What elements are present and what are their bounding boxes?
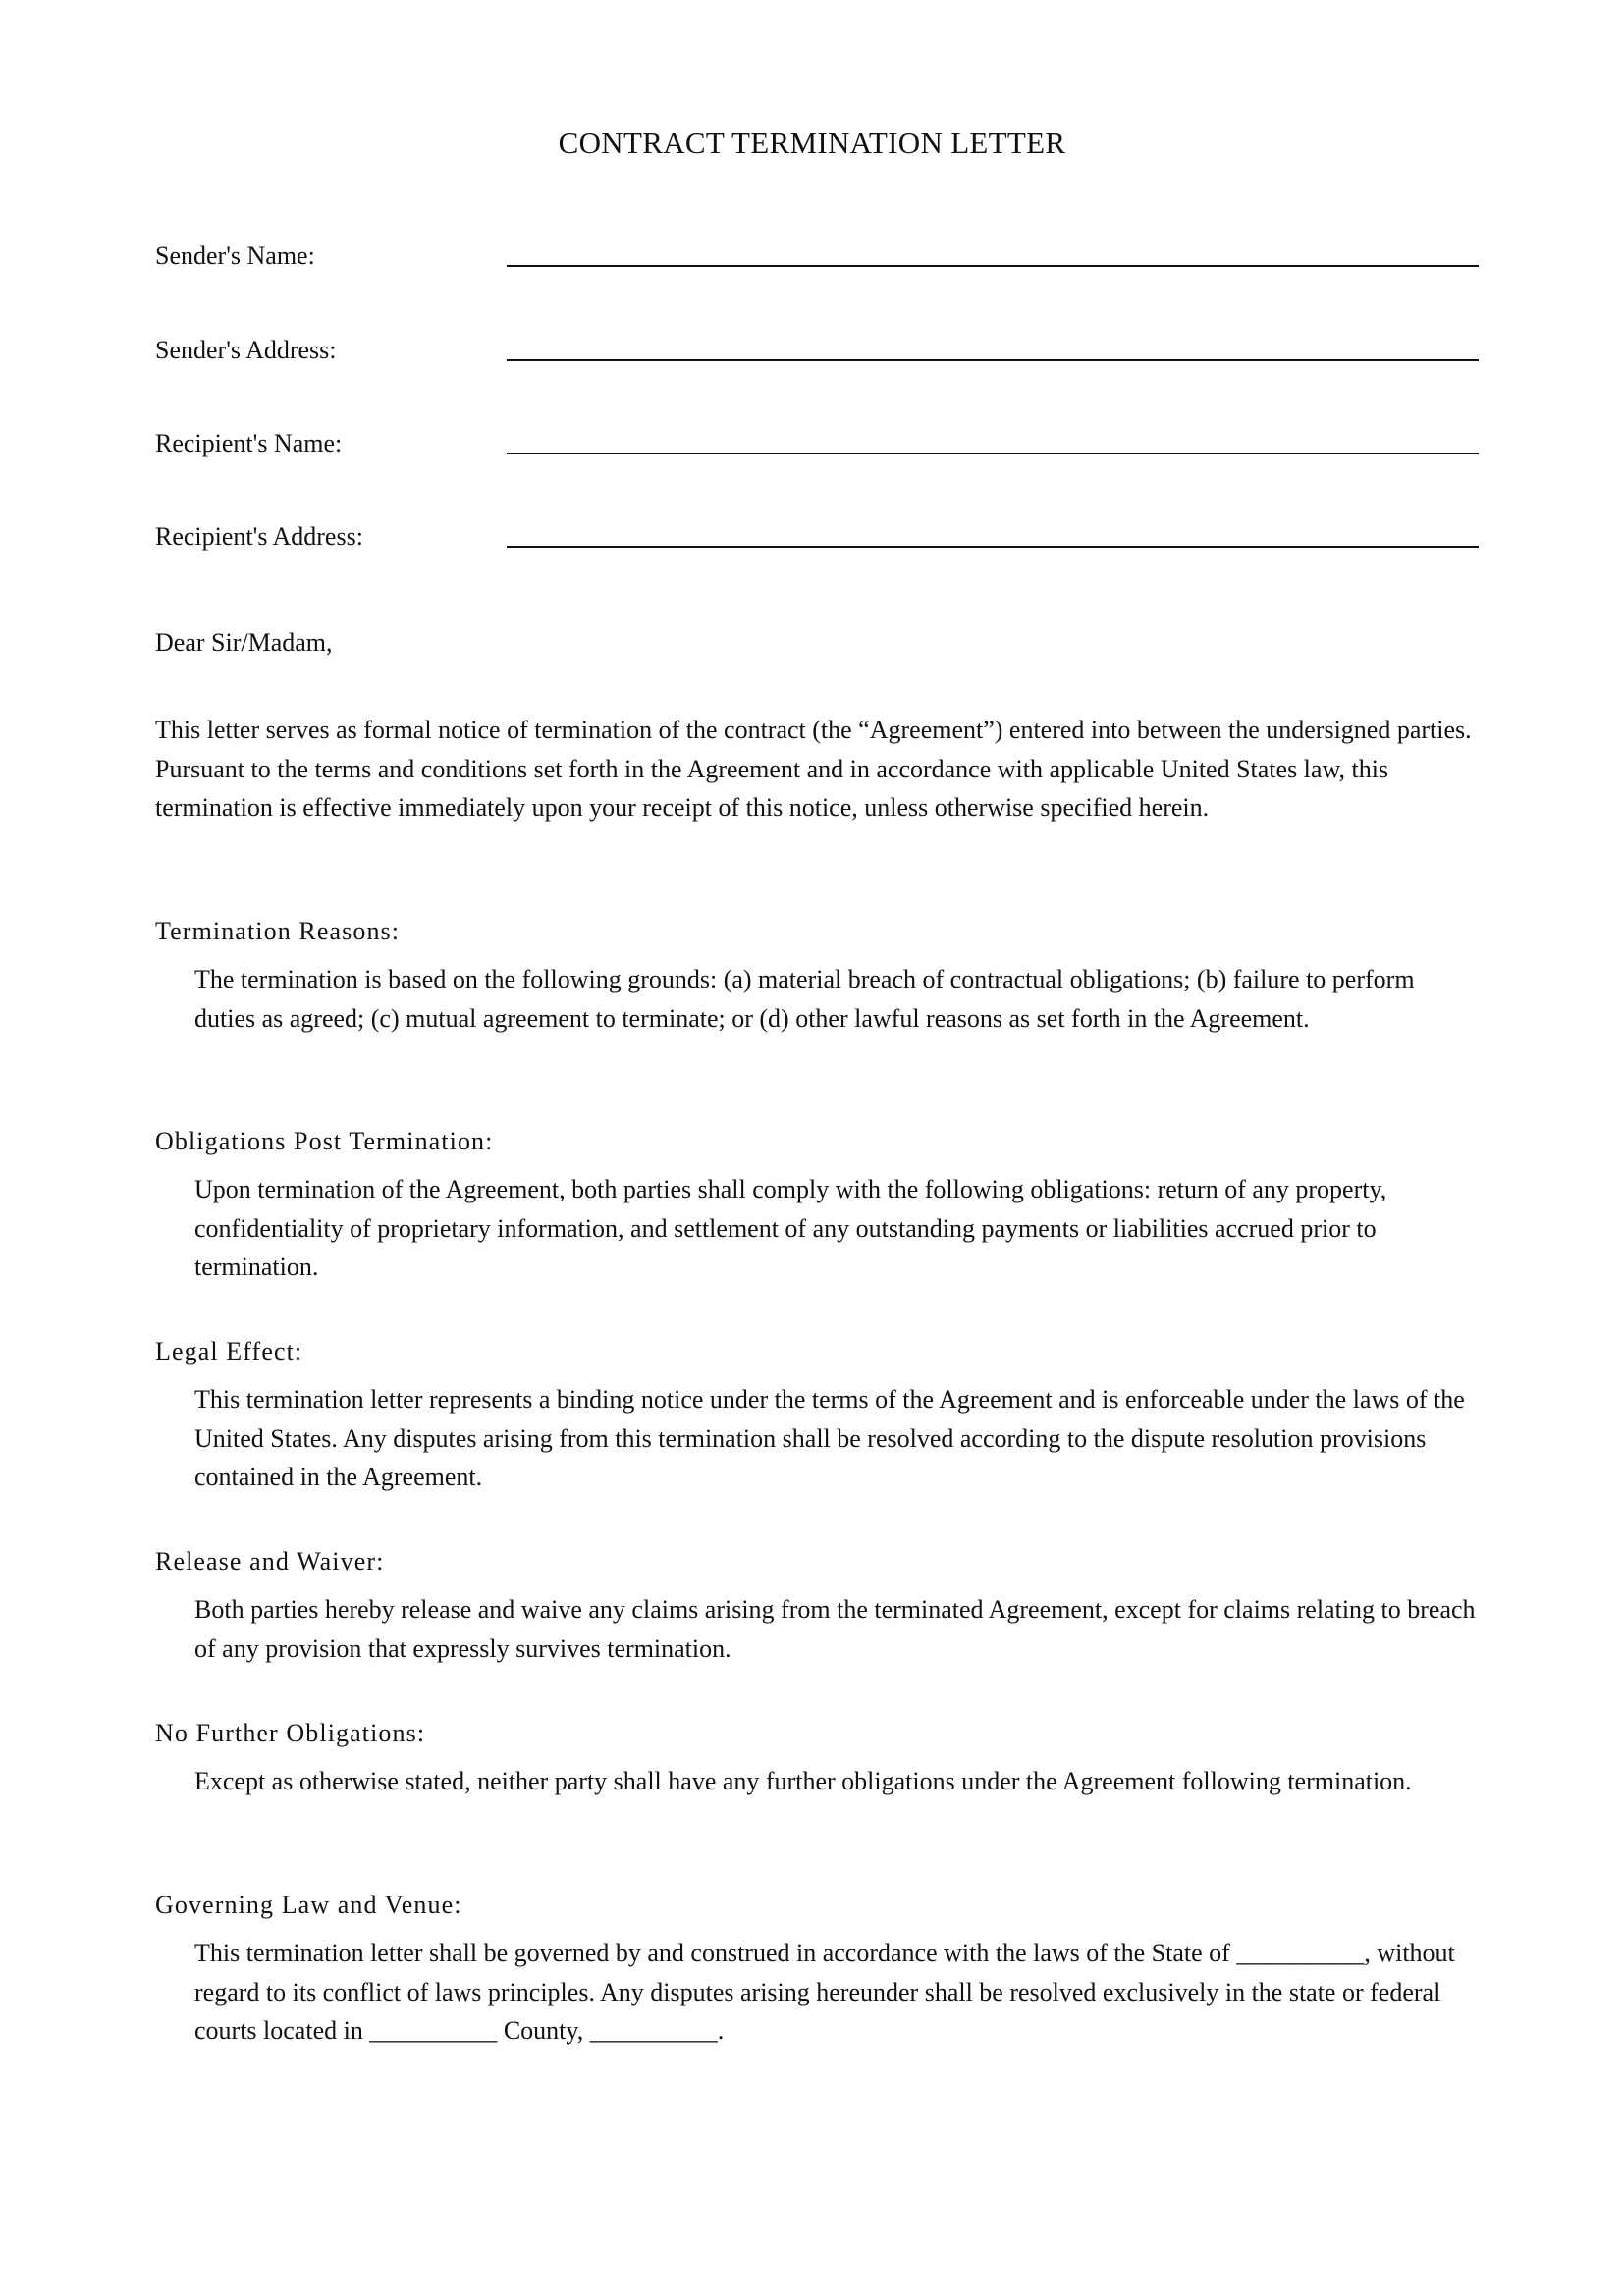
section-body: Both parties hereby release and waive any claims arising from the terminated Agreement, except for claims relating to breach of any provision that expressly survives termination. [194, 1595, 1476, 1663]
salutation: Dear Sir/Madam, [155, 628, 333, 657]
section-body: This termination letter shall be governed by and construed in accordance with the laws of the State of __________, without regard to its conflict of laws principles. Any disputes arising hereunder shall be resolved exclusively in the state or federal courts located in __________ County, __________. [194, 1939, 1455, 2045]
section-heading: Governing Law and Venue: [155, 1891, 462, 1919]
sender-name-blank-line[interactable] [507, 265, 1479, 267]
section-governing-law-and-venue [155, 1889, 1481, 2051]
section-body: This termination letter represents a binding notice under the terms of the Agreement and is enforceable under the laws of the United States. Any disputes arising from this termination shall be resolved according to the dispute resolution provisions contained in the Agreement. [194, 1385, 1465, 1491]
section-legal-effect [155, 1335, 1481, 1497]
field-recipient-name [155, 421, 1481, 464]
sender-address-blank-line[interactable] [507, 359, 1479, 361]
field-label: Recipient's Address: [155, 522, 363, 551]
field-sender-name [155, 234, 1481, 277]
document-title: CONTRACT TERMINATION LETTER [558, 126, 1066, 160]
section-heading: Obligations Post Termination: [155, 1127, 494, 1155]
section-body: Upon termination of the Agreement, both parties shall comply with the following obligations: return of any property, confidentiality of proprietary information, and settlement of any outstanding payments or liabilities accrued prior to termination. [194, 1175, 1387, 1281]
section-release-and-waiver [155, 1545, 1481, 1668]
recipient-address-blank-line[interactable] [507, 546, 1479, 548]
section-heading: No Further Obligations: [155, 1719, 426, 1747]
section-heading: Release and Waiver: [155, 1547, 385, 1575]
field-label: Recipient's Name: [155, 429, 343, 457]
section-body: Except as otherwise stated, neither party shall have any further obligations under the Agreement following termination. [194, 1767, 1412, 1795]
field-recipient-address [155, 514, 1481, 558]
section-termination-reasons [155, 915, 1481, 1038]
section-obligations-post-termination [155, 1125, 1481, 1287]
section-heading: Termination Reasons: [155, 917, 401, 945]
section-heading: Legal Effect: [155, 1337, 303, 1365]
section-body: The termination is based on the following grounds: (a) material breach of contractual obligations; (b) failure to perform duties as agreed; (c) mutual agreement to terminate; or (d) other lawful reasons as set forth in the Agreement. [194, 965, 1415, 1033]
intro-paragraph: This letter serves as formal notice of termination of the contract (the “Agreement”) entered into between the undersigned parties. Pursuant to the terms and conditions set forth in the Agreement and in accordance with applicable United States law, this termination is effective immediately upon your receipt of this notice, unless otherwise specified herein. [155, 716, 1472, 822]
recipient-name-blank-line[interactable] [507, 453, 1479, 454]
field-label: Sender's Name: [155, 241, 315, 270]
field-label: Sender's Address: [155, 336, 337, 364]
section-no-further-obligations [155, 1717, 1481, 1801]
field-sender-address [155, 328, 1481, 371]
